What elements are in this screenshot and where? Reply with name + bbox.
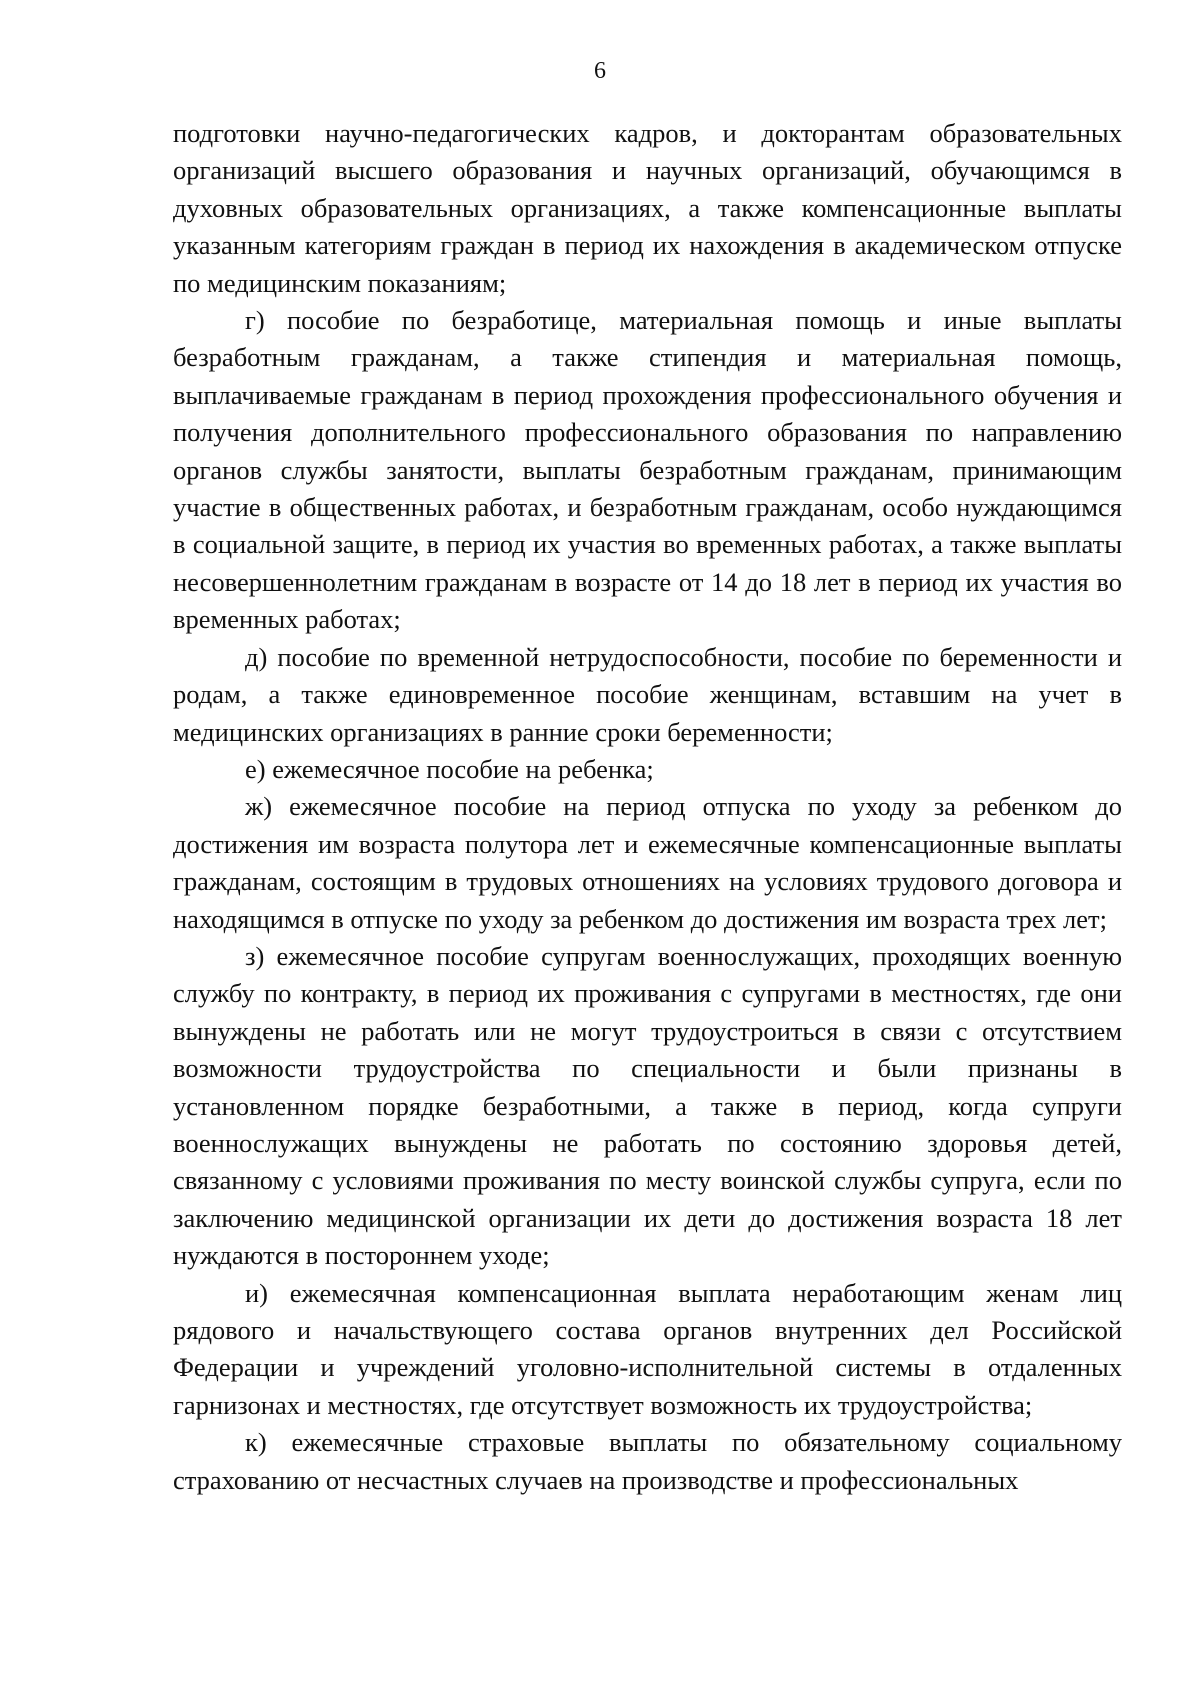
- page-number: 6: [594, 58, 606, 84]
- paragraph-continued: подготовки научно-педагогических кадров, и докторантам образовательных организаций высшего образования и научных организаций, обучающимся в духовных образовательных организациях, а также компенсационные выплаты указанным категориям граждан в период их нахождения в академическом отпуске по медицинским показаниям;: [173, 118, 1122, 298]
- paragraph-item-k: к) ежемесячные страховые выплаты по обязательному социальному страхованию от несчастных случаев на производстве и профессиональных: [173, 1427, 1122, 1495]
- paragraph-item-g: г) пособие по безработице, материальная помощь и иные выплаты безработным гражданам, а также стипендия и материальная помощь, выплачиваемые гражданам в период прохождения профессионального обучения и получения дополнительного профессионального образования по направлению органов службы занятости, выплаты безработным гражданам, принимающим участие в общественных работах, и безработным гражданам, особо нуждающимся в социальной защите, в период их участия во временных работах, а также выплаты несовершеннолетним гражданам в возрасте от 14 до 18 лет в период их участия во временных работах;: [173, 305, 1122, 635]
- document-body: [173, 115, 1122, 1499]
- paragraph-item-d: д) пособие по временной нетрудоспособности, пособие по беременности и родам, а также единовременное пособие женщинам, вставшим на учет в медицинских организациях в ранние сроки беременности;: [173, 641, 1122, 747]
- paragraph-item-z: з) ежемесячное пособие супругам военнослужащих, проходящих военную службу по контракту, в период их проживания с супругами в местностях, где они вынуждены не работать или не могут трудоустроиться в связи с отсутствием возможности трудоустройства по специальности и были признаны в установленном порядке безработными, а также в период, когда супруги военнослужащих вынуждены не работать по состоянию здоровья детей, связанному с условиями проживания по месту воинской службы супруга, если по заключению медицинской организации их дети до достижения возраста 18 лет нуждаются в постороннем уходе;: [173, 940, 1122, 1271]
- paragraph-item-i: и) ежемесячная компенсационная выплата неработающим женам лиц рядового и начальствующего состава органов внутренних дел Российской Федерации и учреждений уголовно-исполнительной системы в отдаленных гарнизонах и местностях, где отсутствует возможность их трудоустройства;: [173, 1277, 1122, 1420]
- paragraph-item-e: е) ежемесячное пособие на ребенка;: [245, 753, 654, 784]
- paragraph-item-zh: ж) ежемесячное пособие на период отпуска по уходу за ребенком до достижения им возраста полутора лет и ежемесячные компенсационные выплаты гражданам, состоящим в трудовых отношениях на условиях трудового договора и находящимся в отпуске по уходу за ребенком до достижения им возраста трех лет;: [173, 791, 1122, 934]
